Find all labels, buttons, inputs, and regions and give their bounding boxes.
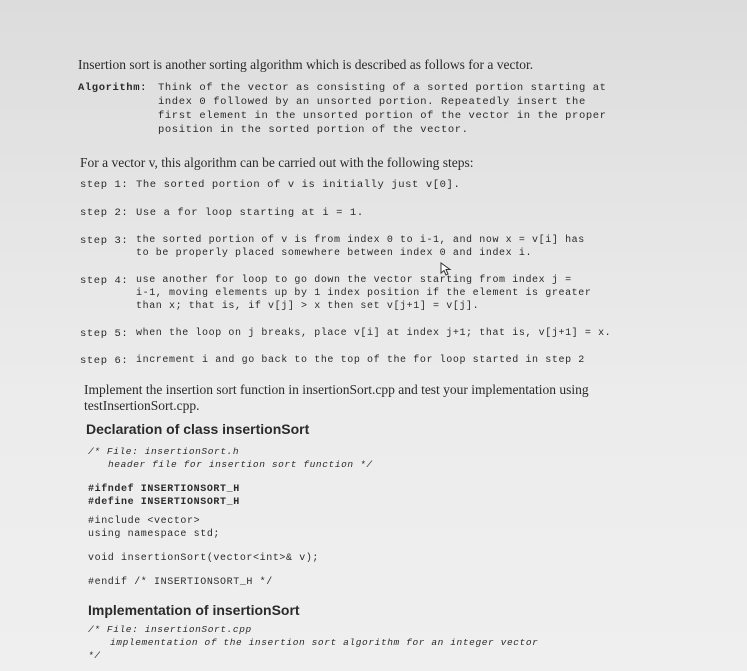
code-comment: /* File: insertionSort.h — [88, 446, 240, 457]
implement-text: Implement the insertion sort function in insertionSort.cpp and test your implementation using — [84, 382, 589, 397]
mouse-cursor-icon — [440, 262, 452, 276]
code-line: using namespace std; — [88, 529, 221, 540]
step-label: step 5: — [80, 328, 129, 340]
step-text: increment i and go back to the top of the for loop started in step 2 — [136, 355, 585, 366]
step-text: to be properly placed somewhere between index 0 and index i. — [136, 248, 533, 259]
code-comment: */ — [88, 650, 101, 661]
code-line: #ifndef INSERTIONSORT_H — [88, 484, 240, 495]
algorithm-line: Think of the vector as consisting of a sorted portion starting at — [158, 82, 607, 94]
step-label: step 4: — [80, 275, 129, 287]
code-comment: /* File: insertionSort.cpp — [88, 624, 252, 635]
step-text: The sorted portion of v is initially just v[0]. — [136, 179, 461, 191]
algorithm-label: Algorithm: — [78, 82, 148, 94]
declaration-heading: Declaration of class insertionSort — [86, 421, 310, 437]
intro-text: Insertion sort is another sorting algorithm which is described as follows for a vector. — [78, 57, 534, 72]
code-comment: header file for insertion sort function */ — [108, 459, 373, 470]
step-text: i-1, moving elements up by 1 index position if the element is greater — [136, 288, 592, 299]
step-label: step 2: — [80, 207, 129, 219]
step-text: when the loop on j breaks, place v[i] at index j+1; that is, v[j+1] = x. — [136, 328, 612, 339]
step-text: Use a for loop starting at i = 1. — [136, 207, 364, 219]
code-line: #endif /* INSERTIONSORT_H */ — [88, 577, 273, 588]
step-text: than x; that is, if v[j] > x then set v[j+1] = v[j]. — [136, 301, 480, 312]
steps-intro: For a vector v, this algorithm can be carried out with the following steps: — [80, 155, 474, 170]
algorithm-line: position in the sorted portion of the vector. — [158, 124, 469, 136]
step-text: the sorted portion of v is from index 0 to i-1, and now x = v[i] has — [136, 235, 585, 246]
step-label: step 6: — [80, 355, 129, 367]
step-label: step 3: — [80, 235, 129, 247]
code-comment: implementation of the insertion sort algorithm for an integer vector — [110, 637, 539, 648]
code-line: #define INSERTIONSORT_H — [88, 497, 240, 508]
step-text: use another for loop to go down the vector starting from index j = — [136, 275, 572, 286]
algorithm-line: first element in the unsorted portion of the vector in the proper — [158, 110, 607, 122]
implementation-heading: Implementation of insertionSort — [88, 602, 300, 618]
step-label: step 1: — [80, 179, 129, 191]
code-line: #include <vector> — [88, 516, 201, 527]
algorithm-line: index 0 followed by an unsorted portion. Repeatedly insert the — [158, 96, 586, 108]
implement-text: testInsertionSort.cpp. — [84, 398, 200, 413]
code-line: void insertionSort(vector<int>& v); — [88, 553, 320, 564]
